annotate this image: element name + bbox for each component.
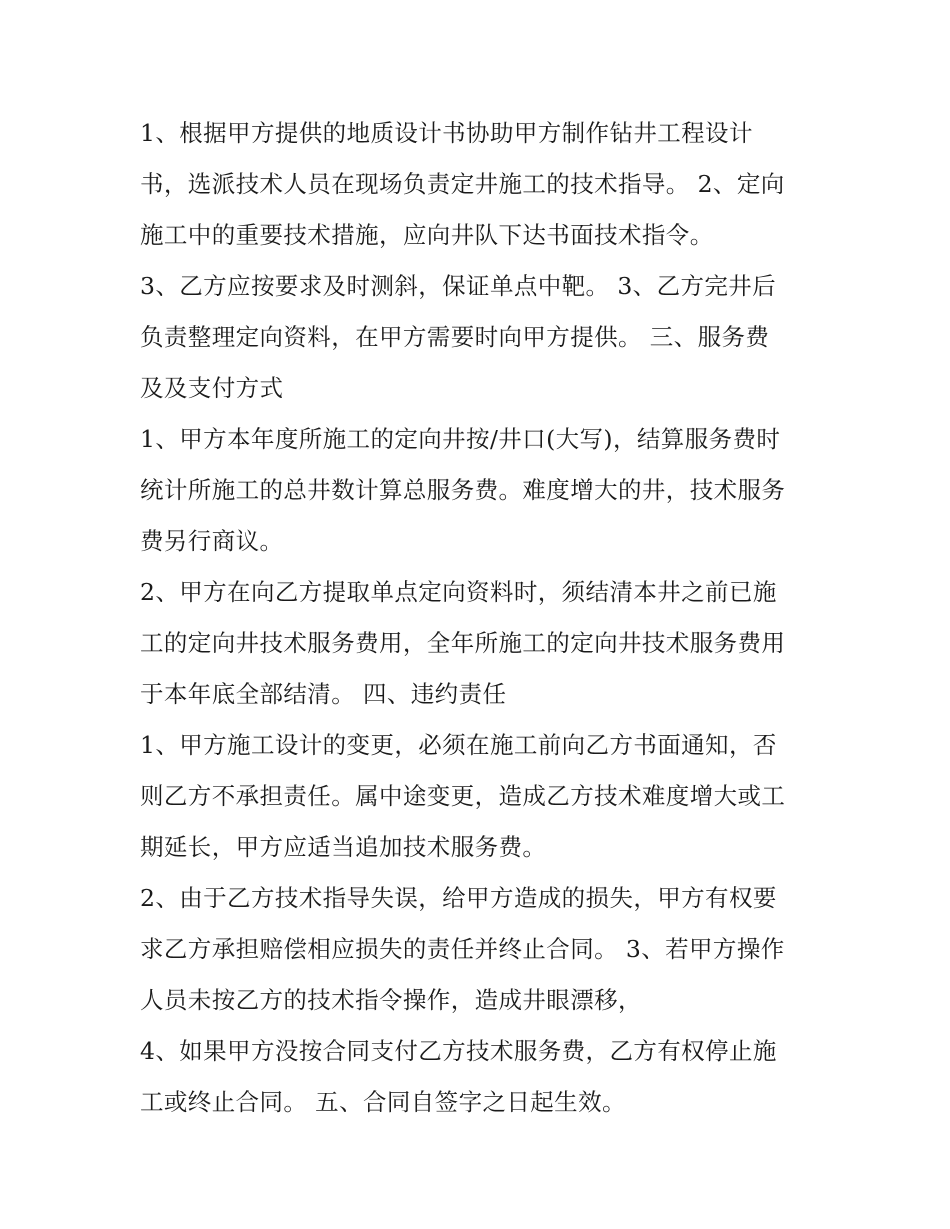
text-line-15: 期延长，甲方应适当追加技术服务费。 xyxy=(140,833,547,861)
document-body xyxy=(140,108,820,1128)
text-line-16: 2、由于乙方技术指导失误，给甲方造成的损失，甲方有权要 xyxy=(140,884,777,912)
text-line-1: 1、根据甲方提供的地质设计书协助甲方制作钻井工程设计 xyxy=(140,119,753,147)
text-line-7: 1、甲方本年度所施工的定向井按/井口(大写)，结算服务费时 xyxy=(140,425,781,453)
text-line-5: 负责整理定向资料，在甲方需要时向甲方提供。 三、服务费 xyxy=(140,323,770,351)
text-line-8: 统计所施工的总井数计算总服务费。难度增大的井，技术服务 xyxy=(140,476,786,504)
text-line-9: 费另行商议。 xyxy=(140,527,284,555)
text-line-18: 人员未按乙方的技术指令操作，造成井眼漂移， xyxy=(140,986,642,1014)
text-line-11: 工的定向井技术服务费用，全年所施工的定向井技术服务费用 xyxy=(140,629,786,657)
text-line-3: 施工中的重要技术措施，应向井队下达书面技术指令。 xyxy=(140,221,714,249)
text-line-2: 书，选派技术人员在现场负责定井施工的技术指导。 2、定向 xyxy=(140,170,785,198)
text-line-6: 及及支付方式 xyxy=(140,374,284,402)
text-line-14: 则乙方不承担责任。属中途变更，造成乙方技术难度增大或工 xyxy=(140,782,786,810)
text-line-10: 2、甲方在向乙方提取单点定向资料时，须结清本井之前已施 xyxy=(140,578,777,606)
text-line-4: 3、乙方应按要求及时测斜，保证单点中靶。 3、乙方完井后 xyxy=(140,272,777,300)
text-line-17: 求乙方承担赔偿相应损失的责任并终止合同。 3、若甲方操作 xyxy=(140,935,785,963)
text-line-13: 1、甲方施工设计的变更，必须在施工前向乙方书面通知，否 xyxy=(140,731,777,759)
text-line-20: 工或终止合同。 五、合同自签字之日起生效。 xyxy=(140,1088,626,1116)
text-line-19: 4、如果甲方没按合同支付乙方技术服务费，乙方有权停止施 xyxy=(140,1037,777,1065)
text-line-12: 于本年底全部结清。 四、违约责任 xyxy=(140,680,507,708)
